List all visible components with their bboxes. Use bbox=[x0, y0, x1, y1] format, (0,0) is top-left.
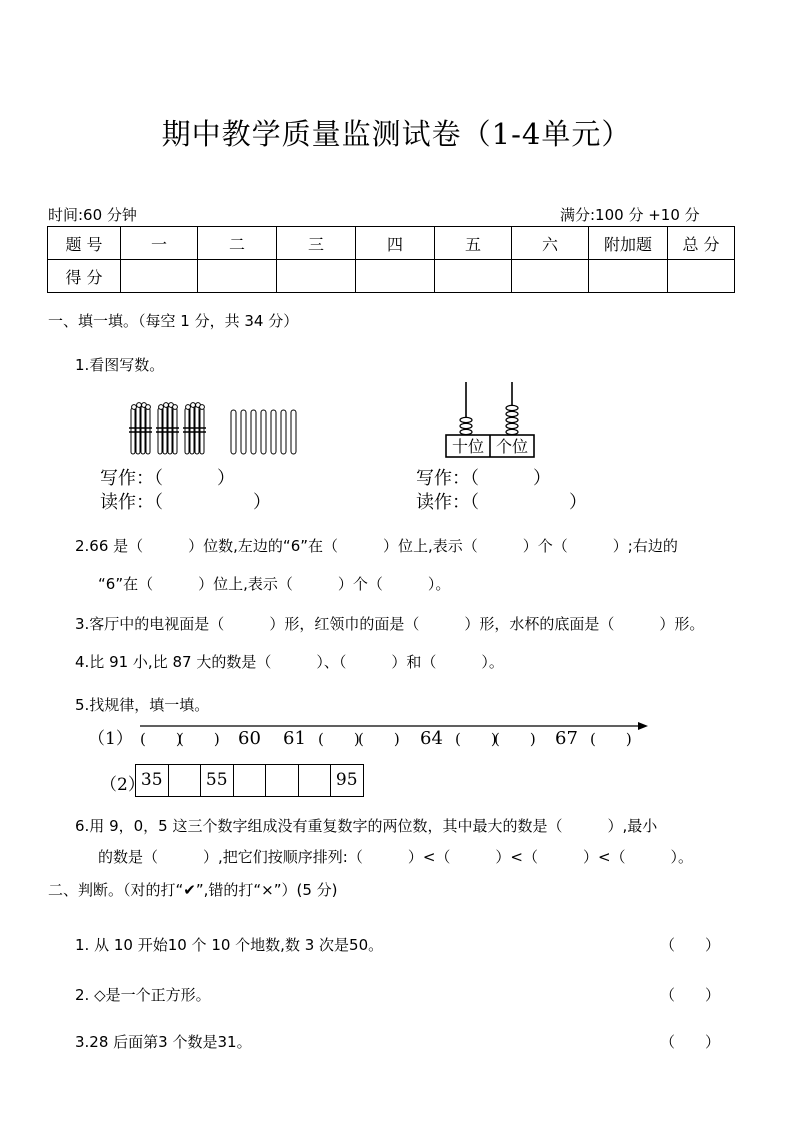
score-cell[interactable] bbox=[356, 260, 435, 293]
number-line-item: 64 bbox=[420, 728, 443, 749]
q1-right-write: 写作：（ ） bbox=[416, 468, 551, 489]
number-line-item: 60 bbox=[238, 728, 261, 749]
pattern-box-blank[interactable] bbox=[299, 765, 332, 796]
q1-left-write: 写作：（ ） bbox=[100, 468, 235, 489]
q5-sub1-label: （1） bbox=[88, 729, 133, 749]
pattern-box: 95 bbox=[335, 770, 358, 790]
number-line-item[interactable]: ( ) bbox=[455, 730, 497, 748]
abacus-beads-ones bbox=[506, 405, 518, 434]
q5-sub2-label: （2） bbox=[100, 775, 145, 795]
score-cell[interactable] bbox=[277, 260, 356, 293]
q1-right-read: 读作：（ ） bbox=[416, 492, 587, 513]
stick-bundle bbox=[129, 403, 152, 454]
judge-item-2: 2. ◇是一个正方形。 bbox=[75, 986, 211, 1004]
q2-line2: “6”在（ ）位上,表示（ ）个（ ）。 bbox=[98, 575, 451, 593]
q1-left-read: 读作：（ ） bbox=[100, 492, 271, 513]
judge-item-3: 3.28 后面第3 个数是31。 bbox=[75, 1033, 252, 1051]
judge-answer-blank-3[interactable]: （ ） bbox=[660, 1033, 721, 1051]
section1-heading: 一、填一填。（每空 1 分，共 34 分） bbox=[48, 312, 299, 330]
pattern-box-row bbox=[135, 764, 364, 797]
stick-bundle bbox=[156, 403, 179, 454]
number-line-item[interactable]: ( ) bbox=[494, 730, 536, 748]
page-title: 期中教学质量监测试卷（1-4单元） bbox=[161, 117, 632, 151]
abacus-label-ones: 个位 bbox=[495, 437, 528, 456]
score-table-header-row bbox=[48, 227, 735, 260]
pattern-box-blank[interactable] bbox=[234, 765, 267, 796]
q5-prompt: 5.找规律，填一填。 bbox=[75, 696, 210, 714]
judge-item-1: 1. 从 10 开始10 个 10 个地数,数 3 次是50。 bbox=[75, 936, 384, 954]
row-label: 得 分 bbox=[48, 260, 121, 293]
pattern-box-blank[interactable] bbox=[266, 765, 299, 796]
section2-heading: 二、判断。（对的打“✔”,错的打“×”）(5 分) bbox=[48, 881, 338, 899]
q2-line1: 2.66 是（ ）位数,左边的“6”在（ ）位上,表示（ ）个（ ）;右边的 bbox=[75, 537, 678, 555]
number-line-item[interactable]: ( ) bbox=[318, 730, 360, 748]
number-line-item: 67 bbox=[555, 728, 578, 749]
header-cell: 总 分 bbox=[668, 227, 735, 260]
exam-time: 时间:60 分钟 bbox=[48, 206, 137, 224]
pattern-box: 55 bbox=[201, 765, 234, 796]
score-table bbox=[47, 226, 735, 293]
pattern-box: 35 bbox=[136, 765, 169, 796]
header-cell: 三 bbox=[277, 227, 356, 260]
abacus-beads-tens bbox=[460, 417, 472, 434]
header-cell: 题 号 bbox=[48, 227, 121, 260]
q4: 4.比 91 小,比 87 大的数是（ ）、（ ）和（ ）。 bbox=[75, 653, 504, 671]
score-cell[interactable] bbox=[121, 260, 198, 293]
header-cell: 五 bbox=[435, 227, 512, 260]
single-sticks bbox=[231, 410, 296, 454]
header-cell: 二 bbox=[198, 227, 277, 260]
number-line-item[interactable]: ( ) bbox=[140, 730, 182, 748]
pattern-box-blank[interactable] bbox=[169, 765, 202, 796]
score-cell[interactable] bbox=[512, 260, 589, 293]
header-cell: 一 bbox=[121, 227, 198, 260]
q6-line1: 6.用 9，0，5 这三个数字组成没有重复数字的两位数，其中最大的数是（ ）,最小 bbox=[75, 817, 658, 835]
q3: 3.客厅中的电视面是（ ）形，红领巾的面是（ ）形，水杯的底面是（ ）形。 bbox=[75, 615, 705, 633]
score-cell[interactable] bbox=[198, 260, 277, 293]
score-cell[interactable] bbox=[668, 260, 735, 293]
stick-bundles-illustration bbox=[128, 402, 308, 458]
number-line-item[interactable]: ( ) bbox=[358, 730, 400, 748]
q6-line2: 的数是（ ）,把它们按顺序排列:（ ）<（ ）<（ ）<（ ）。 bbox=[98, 848, 694, 866]
q1-prompt: 1.看图写数。 bbox=[75, 356, 165, 374]
judge-answer-blank-1[interactable]: （ ） bbox=[660, 936, 721, 954]
header-cell: 四 bbox=[356, 227, 435, 260]
score-cell[interactable] bbox=[435, 260, 512, 293]
judge-answer-blank-2[interactable]: （ ） bbox=[660, 986, 721, 1004]
stick-bundle bbox=[183, 403, 206, 454]
abacus-label-tens: 十位 bbox=[451, 437, 484, 456]
number-line-item: 61 bbox=[283, 728, 306, 749]
score-table-score-row bbox=[48, 260, 735, 293]
number-line-item[interactable]: ( ) bbox=[178, 730, 220, 748]
score-cell[interactable] bbox=[589, 260, 668, 293]
header-cell: 六 bbox=[512, 227, 589, 260]
number-line-item[interactable]: ( ) bbox=[590, 730, 632, 748]
full-score: 满分:100 分 +10 分 bbox=[560, 206, 700, 224]
header-cell: 附加题 bbox=[589, 227, 668, 260]
